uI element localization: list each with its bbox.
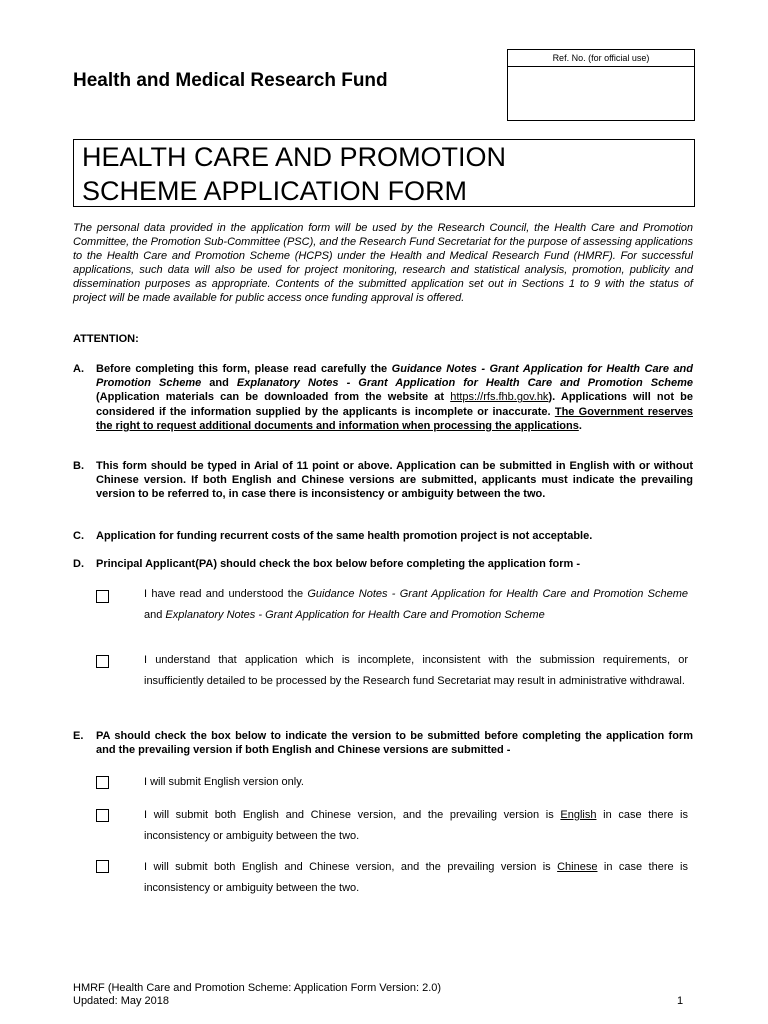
option-read-guidance: I have read and understood the Guidance Notes - Grant Application for Health Care and Promotion Scheme and Explanatory Notes - Grant Application for Health Care and Promotion Scheme [144,588,689,621]
materials-link[interactable]: https://rfs.fhb.gov.hk [450,391,549,404]
option-prevailing-english: I will submit both English and Chinese version, and the prevailing version is English in case there is inconsistency or ambiguity between the two. [144,809,688,842]
privacy-statement: The personal data provided in the application form will be used by the Research Council, the Health Care and Promotion Committee, the Promotion Sub-Committee (PSC), and the Research Fund Secretariat for the purpose of assessing applications to the Health Care and Promotion Scheme (HCPS) under the Health and Medical Research Fund (HMRF). For successful applications, such data will also be used for project monitoring, research and statistical analysis, promotion, publicity and dissemination purposes as appropriate. Contents of the submitted application set out in Sections 1 to 9 with the status of project will be made available for public access once funding approval is offered. [73,222,693,304]
form-title-line-1: HEALTH CARE AND PROMOTION [82,142,507,172]
checkbox-prevailing-chinese[interactable] [96,860,109,873]
item-e-marker: E. [73,730,84,742]
item-a-text: Before completing this form, please read carefully the Guidance Notes - Grant Application for Health Care and Promotion Scheme and Explanatory Notes - Grant Application for Health Care and Promotion Scheme (Application materials can be downloaded from the website at https://rfs.fhb.gov.hk). Applications will not be considered if the information supplied by the applicants is incomplete or inaccurate. The Government reserves the right to request additional documents and information when processing the applications. [96,363,693,432]
page-number: 1 [677,995,684,1007]
checkbox-english-only[interactable] [96,776,109,789]
option-prevailing-chinese: I will submit both English and Chinese version, and the prevailing version is Chinese in case there is inconsistency or ambiguity between the two. [144,861,688,894]
attention-heading: ATTENTION: [73,333,139,345]
item-c [73,529,693,543]
checkbox-understand-withdrawal[interactable] [96,655,109,668]
footer-updated: Updated: May 2018 [73,995,170,1007]
form-title-box [73,139,695,207]
item-d-marker: D. [73,558,84,570]
option-understand-withdrawal: I understand that application which is incomplete, inconsistent with the submission requirements, or insufficiently detailed to be processed by the Research fund Secretariat may result in administrative withdrawal. [144,654,688,687]
item-b [73,459,693,502]
item-d-text: Principal Applicant(PA) should check the box below before completing the application form - [96,558,581,570]
item-a [73,362,693,433]
ref-no-label: Ref. No. (for official use) [508,50,694,67]
footer [73,982,441,1008]
item-b-text: This form should be typed in Arial of 11 point or above. Application can be submitted in English with or without Chinese version. If both English and Chinese versions are submitted, applicants must indicate the prevailing version to be referred to, in case there is inconsistency or ambiguity between the two. [96,460,693,501]
item-d [73,557,693,571]
form-title-line-2: SCHEME APPLICATION FORM [82,176,468,206]
checkbox-read-guidance[interactable] [96,590,109,603]
item-a-marker: A. [73,363,84,375]
ref-no-box [507,49,695,121]
organization-name: Health and Medical Research Fund [73,70,388,91]
option-english-only: I will submit English version only. [144,776,304,788]
checkbox-prevailing-english[interactable] [96,809,109,822]
item-e [73,729,693,757]
item-c-marker: C. [73,530,84,542]
footer-version: HMRF (Health Care and Promotion Scheme: Application Form Version: 2.0) [73,982,442,994]
item-e-text: PA should check the box below to indicate the version to be submitted before completing the application form and the prevailing version if both English and Chinese versions are submitted - [96,730,693,757]
item-c-text: Application for funding recurrent costs of the same health promotion project is not acceptable. [96,530,593,542]
item-b-marker: B. [73,460,84,472]
